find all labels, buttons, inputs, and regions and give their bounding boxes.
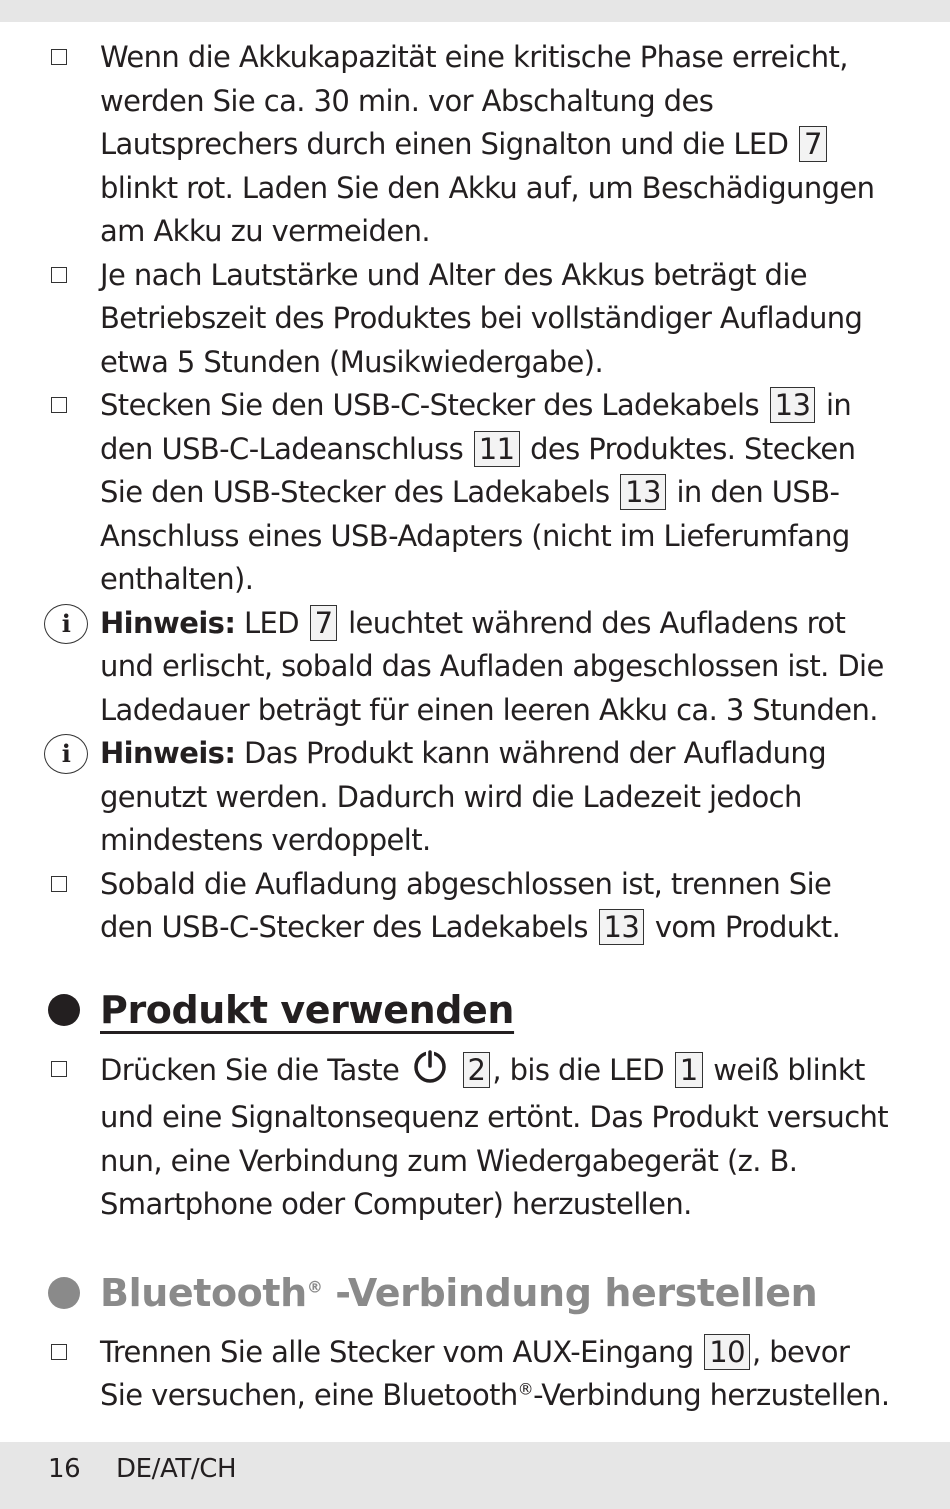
checkbox-bullet-icon (51, 1061, 67, 1077)
section-title: Produkt verwenden (100, 987, 515, 1032)
item-text: leuchtet während des Aufladens rot und erlischt, sobald das Aufladen abgeschlossen ist. Die Ladedauer beträgt für einen leeren Akku ca. 3 Stunden. (100, 605, 884, 727)
section-heading-bluetooth (0, 1263, 950, 1327)
item-text: Je nach Lautstärke und Alter des Akkus beträgt die Betriebszeit des Produktes bei vollständiger Aufladung etwa 5 Stunden (Musikwiedergabe). (100, 257, 863, 379)
item-text: vom Produkt. (654, 910, 841, 944)
part-reference: 2 (463, 1052, 491, 1088)
part-reference: 13 (770, 387, 816, 423)
item-text: -Verbindung herzustellen. (533, 1378, 890, 1412)
item-text: , bis die LED (492, 1052, 665, 1087)
item-text: , bevor Sie versuchen, eine Bluetooth (100, 1334, 850, 1412)
section-dot-icon (48, 1277, 80, 1309)
note-item (0, 732, 950, 863)
region-label: DE/AT/CH (116, 1454, 237, 1484)
note-item (0, 602, 950, 733)
item-text: Wenn die Akkukapazität eine kritische Phase erreicht, werden Sie ca. 30 min. vor Abschaltung des Lautsprechers durch einen Signalton und die LED (100, 40, 848, 161)
checkbox-bullet-icon (51, 267, 67, 283)
section-title-part: Bluetooth (100, 1270, 307, 1315)
info-icon: i (44, 734, 88, 774)
item-text: weiß blinkt und eine Signaltonsequenz ertönt. Das Produkt versucht nun, eine Verbindung zum Wiedergabegerät (z. B. Smartphone oder Computer) herzustellen. (100, 1052, 889, 1221)
part-reference: 1 (675, 1052, 703, 1088)
registered-mark: ® (517, 1379, 534, 1399)
item-text: LED (243, 605, 299, 640)
list-item (0, 36, 950, 254)
item-text: Sobald die Aufladung abgeschlossen ist, trennen Sie den USB-C-Stecker des Ladekabels (100, 866, 832, 944)
power-icon (412, 1048, 448, 1097)
checkbox-bullet-icon (51, 876, 67, 892)
list-item (0, 863, 950, 950)
item-text: des Produktes. Stecken Sie den USB-Stecker des Ladekabels (100, 431, 856, 509)
note-label: Hinweis: (100, 736, 236, 770)
checkbox-bullet-icon (51, 397, 67, 413)
list-item (0, 1048, 950, 1227)
part-reference: 13 (599, 909, 645, 945)
checkbox-bullet-icon (51, 1344, 67, 1360)
list-item (0, 254, 950, 385)
item-text: in den USB-C-Ladeanschluss (100, 388, 852, 466)
note-label: Hinweis: (100, 605, 236, 640)
part-reference: 7 (310, 605, 338, 641)
section-title (100, 1263, 817, 1323)
part-reference: 10 (704, 1334, 750, 1370)
top-band (0, 0, 950, 22)
section-title-part: -Verbindung herstellen (322, 1270, 818, 1315)
item-text: Trennen Sie alle Stecker vom AUX-Eingang (100, 1334, 694, 1369)
section-heading-produkt-verwenden (0, 980, 950, 1044)
part-reference: 13 (620, 474, 666, 510)
list-item (0, 1331, 950, 1418)
info-icon: i (44, 604, 88, 644)
list-item (0, 384, 950, 602)
part-reference: 11 (474, 431, 520, 467)
page-footer (0, 1442, 950, 1509)
item-text: Drücken Sie die Taste (100, 1052, 400, 1087)
item-text: blinkt rot. Laden Sie den Akku auf, um Beschädigungen am Akku zu vermeiden. (100, 170, 875, 248)
page-number: 16 (48, 1454, 81, 1484)
item-text: Stecken Sie den USB-C-Stecker des Ladekabels (100, 388, 759, 422)
item-text: in den USB-Anschluss eines USB-Adapters (nicht im Lieferumfang enthalten). (100, 475, 850, 596)
checkbox-bullet-icon (51, 49, 67, 65)
part-reference: 7 (799, 126, 827, 162)
registered-mark: ® (306, 1276, 323, 1296)
page-content (0, 36, 950, 1418)
item-text: Das Produkt kann während der Aufladung genutzt werden. Dadurch wird die Ladezeit jedoch mindestens verdoppelt. (100, 736, 827, 857)
section-dot-icon (48, 994, 80, 1026)
